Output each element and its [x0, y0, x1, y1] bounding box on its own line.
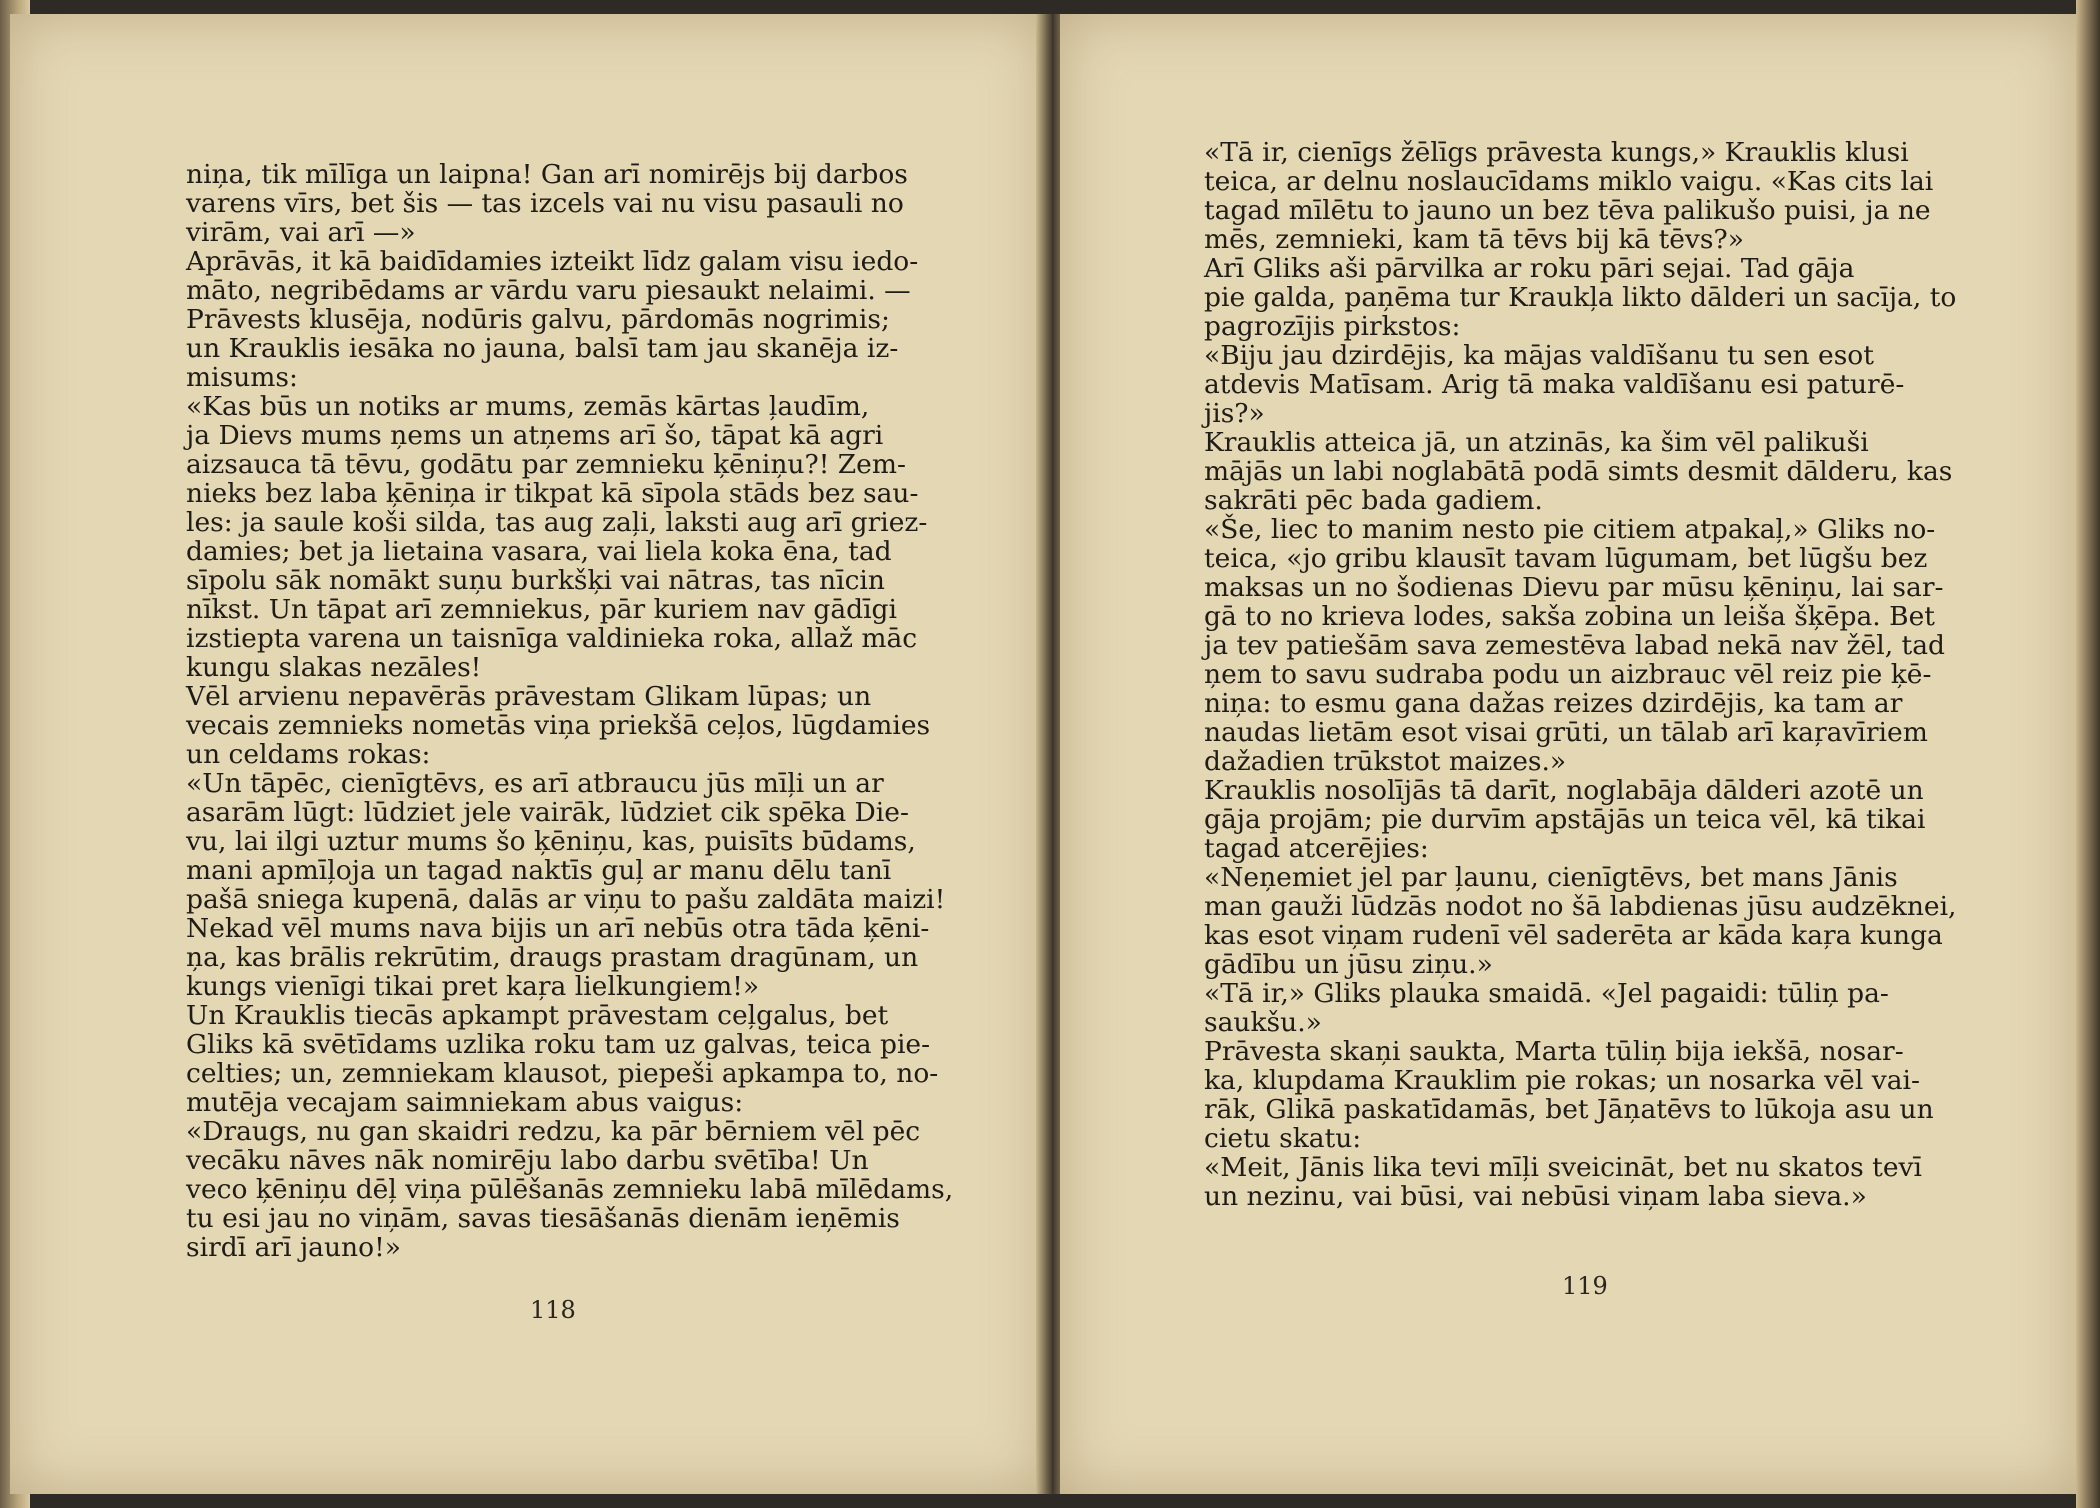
text-line: dažadien trūkstot maizes.»	[1204, 746, 1567, 777]
text-line: mēs, zemnieki, kam tā tēvs bij kā tēvs?»	[1204, 224, 1744, 255]
text-line: ka, klupdama Krauklim pie rokas; un nosarka vēl vai-	[1204, 1065, 1920, 1096]
text-line: Un Krauklis tiecās apkampt prāvestam ceļgalus, bet	[186, 1000, 889, 1031]
text-line: man gauži lūdzās nodot no šā labdienas jūsu audzēknei,	[1204, 891, 1957, 922]
text-line: sirdī arī jauno!»	[186, 1232, 401, 1263]
text-line: kungu slakas nezāles!	[186, 652, 482, 683]
text-line: «Biju jau dzirdējis, ka mājas valdīšanu tu sen esot	[1204, 340, 1874, 371]
text-line: un celdams rokas:	[186, 739, 431, 770]
text-line: «Draugs, nu gan skaidri redzu, ka pār bērniem vēl pēc	[186, 1116, 921, 1147]
text-line: asarām lūgt: lūdziet jele vairāk, lūdziet cik spēka Die-	[186, 797, 909, 828]
text-line: māto, negribēdams ar vārdu varu piesaukt nelaimi. —	[186, 275, 911, 306]
text-line: Nekad vēl mums nava bijis un arī nebūs otra tāda ķēni-	[186, 913, 930, 944]
text-line: ja tev patiešām sava zemestēva labad nekā nav žēl, tad	[1204, 630, 1945, 661]
text-line: vecāku nāves nāk nomirēju labo darbu svētība! Un	[186, 1145, 869, 1176]
text-line: un nezinu, vai būsi, vai nebūsi viņam laba sieva.»	[1204, 1181, 1867, 1212]
text-line: naudas lietām esot visai grūti, un tālab arī kaŗavīriem	[1204, 717, 1928, 748]
text-line: kungs vienīgi tikai pret kaŗa lielkungiem!»	[186, 971, 760, 1002]
text-line: Krauklis atteica jā, un atzinās, ka šim vēl palikuši	[1204, 427, 1869, 458]
text-line: izstiepta varena un taisnīga valdinieka roka, allaž māc	[186, 623, 918, 654]
text-line: celties; un, zemniekam klausot, piepeši apkampa to, no-	[186, 1058, 939, 1089]
text-line: «Še, liec to manim nesto pie citiem atpakaļ,» Gliks no-	[1204, 514, 1936, 545]
text-line: nīkst. Un tāpat arī zemniekus, pār kuriem nav gādīgi	[186, 594, 897, 625]
right-page-number: 119	[1562, 1272, 1608, 1300]
text-line: gādību un jūsu ziņu.»	[1204, 949, 1493, 980]
text-line: «Kas būs un notiks ar mums, zemās kārtas ļaudīm,	[186, 391, 870, 422]
text-line: ņa, kas brālis rekrūtim, draugs prastam dragūnam, un	[186, 942, 919, 973]
text-line: Vēl arvienu nepavērās prāvestam Glikam lūpas; un	[186, 681, 872, 712]
text-line: niņa, tik mīlīga un laipna! Gan arī nomirējs bij darbos	[186, 159, 908, 190]
text-line: Prāvesta skaņi saukta, Marta tūliņ bija iekšā, nosar-	[1204, 1036, 1904, 1067]
text-line: «Neņemiet jel par ļaunu, cienīgtēvs, bet mans Jānis	[1204, 862, 1898, 893]
text-line: pašā sniega kupenā, dalās ar viņu to pašu zaldāta maizi!	[186, 884, 946, 915]
text-line: tagad atcerējies:	[1204, 833, 1429, 864]
text-line: maksas un no šodienas Dievu par mūsu ķēniņu, lai sar-	[1204, 572, 1944, 603]
text-line: damies; bet ja lietaina vasara, vai liela koka ēna, tad	[186, 536, 892, 567]
text-line: saukšu.»	[1204, 1007, 1322, 1038]
text-line: mājās un labi noglabātā podā simts desmit dālderu, kas	[1204, 456, 1953, 487]
text-line: Aprāvās, it kā baidīdamies izteikt līdz galam visu iedo-	[186, 246, 919, 277]
text-line: kas esot viņam rudenī vēl saderēta ar kāda kaŗa kunga	[1204, 920, 1943, 951]
text-line: Gliks kā svētīdams uzlika roku tam uz galvas, teica pie-	[186, 1029, 931, 1060]
text-line: «Tā ir, cienīgs žēlīgs prāvesta kungs,» Krauklis klusi	[1204, 137, 1909, 168]
text-line: «Meit, Jānis lika tevi mīļi sveicināt, bet nu skatos tevī	[1204, 1152, 1922, 1183]
text-line: aizsauca tā tēvu, godātu par zemnieku ķēniņu?! Zem-	[186, 449, 906, 480]
text-line: mutēja vecajam saimniekam abus vaigus:	[186, 1087, 744, 1118]
text-line: les: ja saule koši silda, tas aug zaļi, laksti aug arī griez-	[186, 507, 928, 538]
book-edge-right	[2076, 0, 2100, 1508]
left-page	[10, 14, 1046, 1494]
text-line: niņa: to esmu gana dažas reizes dzirdējis, ka tam ar	[1204, 688, 1903, 719]
text-line: un Krauklis iesāka no jauna, balsī tam jau skanēja iz-	[186, 333, 899, 364]
text-line: tu esi jau no viņām, savas tiesāšanās dienām ieņēmis	[186, 1203, 900, 1234]
text-line: gāja projām; pie durvīm apstājās un teica vēl, kā tikai	[1204, 804, 1926, 835]
text-line: pie galda, paņēma tur Kraukļa likto dālderi un sacīja, to	[1204, 282, 1957, 313]
text-line: misums:	[186, 362, 298, 393]
text-line: vu, lai ilgi uztur mums šo ķēniņu, kas, puisīts būdams,	[186, 826, 916, 857]
text-line: «Un tāpēc, cienīgtēvs, es arī atbraucu jūs mīļi un ar	[186, 768, 884, 799]
text-line: vecais zemnieks nometās viņa priekšā ceļos, lūgdamies	[186, 710, 931, 741]
text-line: sakrāti pēc bada gadiem.	[1204, 485, 1543, 516]
left-page-number: 118	[530, 1296, 576, 1324]
text-line: Arī Gliks aši pārvilka ar roku pāri sejai. Tad gāja	[1204, 253, 1855, 284]
text-line: varens vīrs, bet šis — tas izcels vai nu visu pasauli no	[186, 188, 904, 219]
text-line: jis?»	[1204, 398, 1265, 429]
right-page-text	[1204, 138, 1956, 1211]
text-line: nieks bez laba ķēniņa ir tikpat kā sīpola stāds bez sau-	[186, 478, 919, 509]
text-line: virām, vai arī —»	[186, 217, 416, 248]
text-line: sīpolu sāk nomākt suņu burkšķi vai nātras, tas nīcin	[186, 565, 885, 596]
text-line: teica, ar delnu noslaucīdams miklo vaigu. «Kas cits lai	[1204, 166, 1934, 197]
text-line: atdevis Matīsam. Arig tā maka valdīšanu esi paturē-	[1204, 369, 1905, 400]
text-line: pagrozījis pirkstos:	[1204, 311, 1461, 342]
text-line: mani apmīļoja un tagad naktīs guļ ar manu dēlu tanī	[186, 855, 892, 886]
text-line: cietu skatu:	[1204, 1123, 1362, 1154]
text-line: tagad mīlētu to jauno un bez tēva palikušo puisi, ja ne	[1204, 195, 1931, 226]
text-line: teica, «jo gribu klausīt tavam lūgumam, bet lūgšu bez	[1204, 543, 1928, 574]
text-line: ņem to savu sudraba podu un aizbrauc vēl reiz pie ķē-	[1204, 659, 1932, 690]
text-line: veco ķēniņu dēļ viņa pūlēšanās zemnieku labā mīlēdams,	[186, 1174, 954, 1205]
left-page-text	[186, 160, 953, 1262]
text-line: Krauklis nosolījās tā darīt, noglabāja dālderi azotē un	[1204, 775, 1924, 806]
text-line: ja Dievs mums ņems un atņems arī šo, tāpat kā agri	[186, 420, 884, 451]
right-page	[1060, 14, 2076, 1494]
text-line: Prāvests klusēja, nodūris galvu, pārdomās nogrimis;	[186, 304, 890, 335]
text-line: rāk, Glikā paskatīdamās, bet Jāņatēvs to lūkoja asu un	[1204, 1094, 1934, 1125]
text-line: gā to no krieva lodes, sakša zobina un leiša šķēpa. Bet	[1204, 601, 1935, 632]
text-line: «Tā ir,» Gliks plauka smaidā. «Jel pagaidi: tūliņ pa-	[1204, 978, 1889, 1009]
